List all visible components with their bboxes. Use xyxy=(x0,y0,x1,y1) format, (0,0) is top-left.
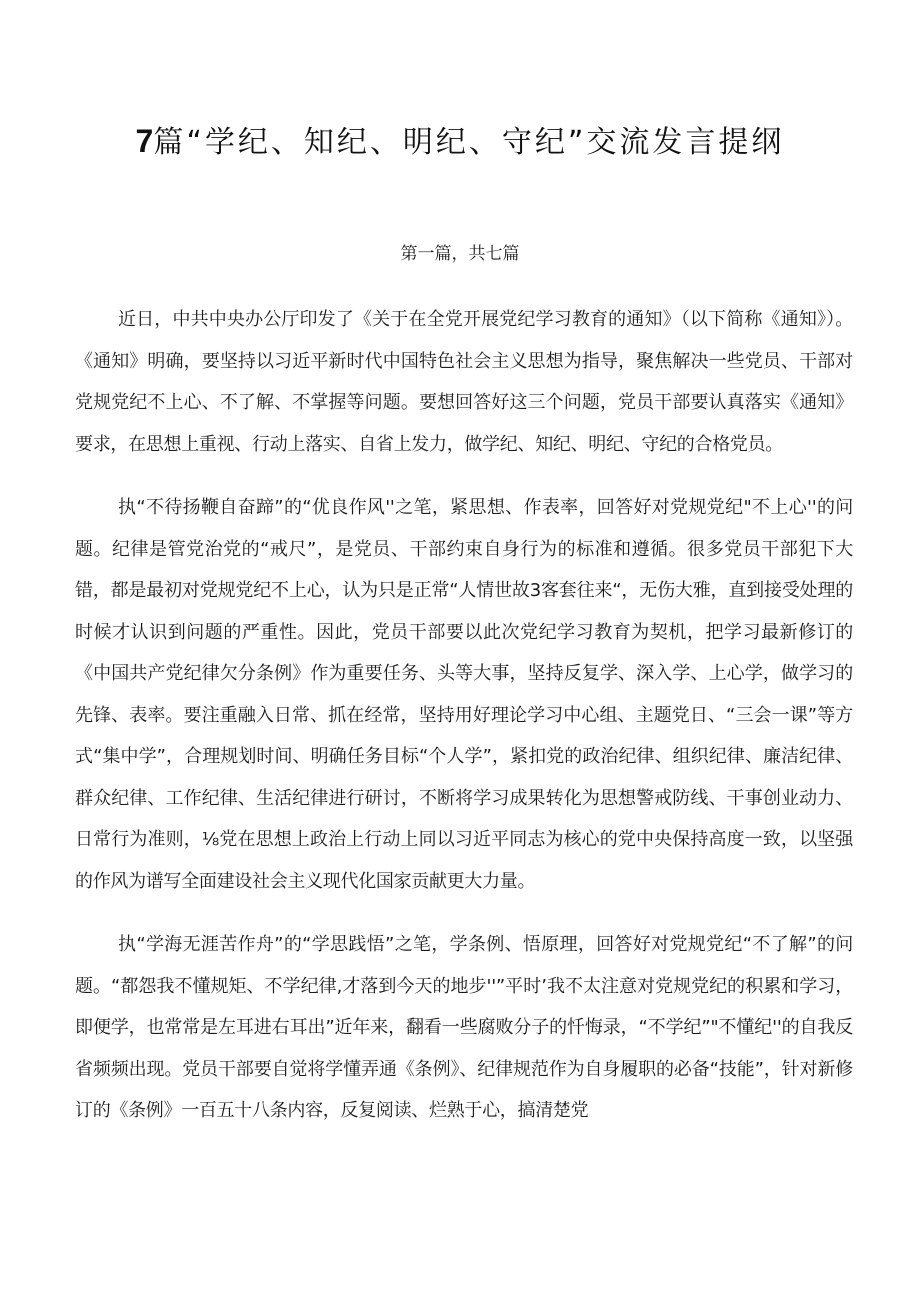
document-body xyxy=(75,299,853,1154)
paragraph-1: 近日，中共中央办公厅印发了《关于在全党开展党纪学习教育的通知》（以下简称《通知》）。《通知》明确，要坚持以习近平新时代中国特色社会主义思想为指导，聚焦解决一些党员、干部对党规党纪不上心、不了解、不掌握等问题。要想回答好这三个问题，党员干部要认真落实《通知》要求，在思想上重视、行动上落实、自省上发力，做学纪、知纪、明纪、守纪的合格党员。 xyxy=(75,309,853,455)
document-title xyxy=(0,118,920,166)
title-text: 篇“学纪、知纪、明纪、守纪”交流发言提纲 xyxy=(153,125,785,160)
paragraph-3: 执“学海无涯苦作舟”的“学思践悟”之笔，学条例、悟原理，回答好对党规党纪“不了解”的问题。“都怨我不懂规矩、不学纪律,才落到今天的地步''”平时’我不太注意对党规党纪的积累和学习，即便学，也常常是左耳进右耳出”近年来，翻看一些腐败分子的忏悔录，“不学纪”"不懂纪''的自我反省频频出现。党员干部要自觉将学懂弄通《条例》、纪律规范作为自身履职的必备“技能”，针对新修订的《条例》一百五十八条内容，反复阅读、烂熟于心，搞清楚党 xyxy=(75,934,853,1121)
title-number: 7 xyxy=(135,123,154,159)
section-subtitle: 第一篇，共七篇 xyxy=(400,244,520,264)
paragraph-2: 执“不待扬鞭自奋蹄”的“优良作风''之笔，紧思想、作表率，回答好对党规党纪"不上心''的问题。纪律是管党治党的“戒尺”，是党员、干部约束自身行为的标准和遵循。很多党员干部犯下大错，都是最初对党规党纪不上心，认为只是正常“人情世故3客套往来“，无伤大雅，直到接受处理的时候才认识到问题的严重性。因此，党员干部要以此次党纪学习教育为契机，把学习最新修订的《中国共产党纪律欠分条例》作为重要任务、头等大事，坚持反复学、深入学、上心学，做学习的先锋、表率。要注重融入日常、抓在经常，坚持用好理论学习中心组、主题党日、“三会一课”等方式“集中学”，合理规划时间、明确任务目标“个人学”，紧扣党的政治纪律、组织纪律、廉洁纪律、群众纪律、工作纪律、生活纪律进行研讨，不断将学习成果转化为思想警戒防线、干事创业动力、日常行为准则，⅛党在思想上政治上行动上同以习近平同志为核心的党中央保持高度一致，以坚强的作风为谱写全面建设社会主义现代化国家贡献更大力量。 xyxy=(75,497,853,892)
